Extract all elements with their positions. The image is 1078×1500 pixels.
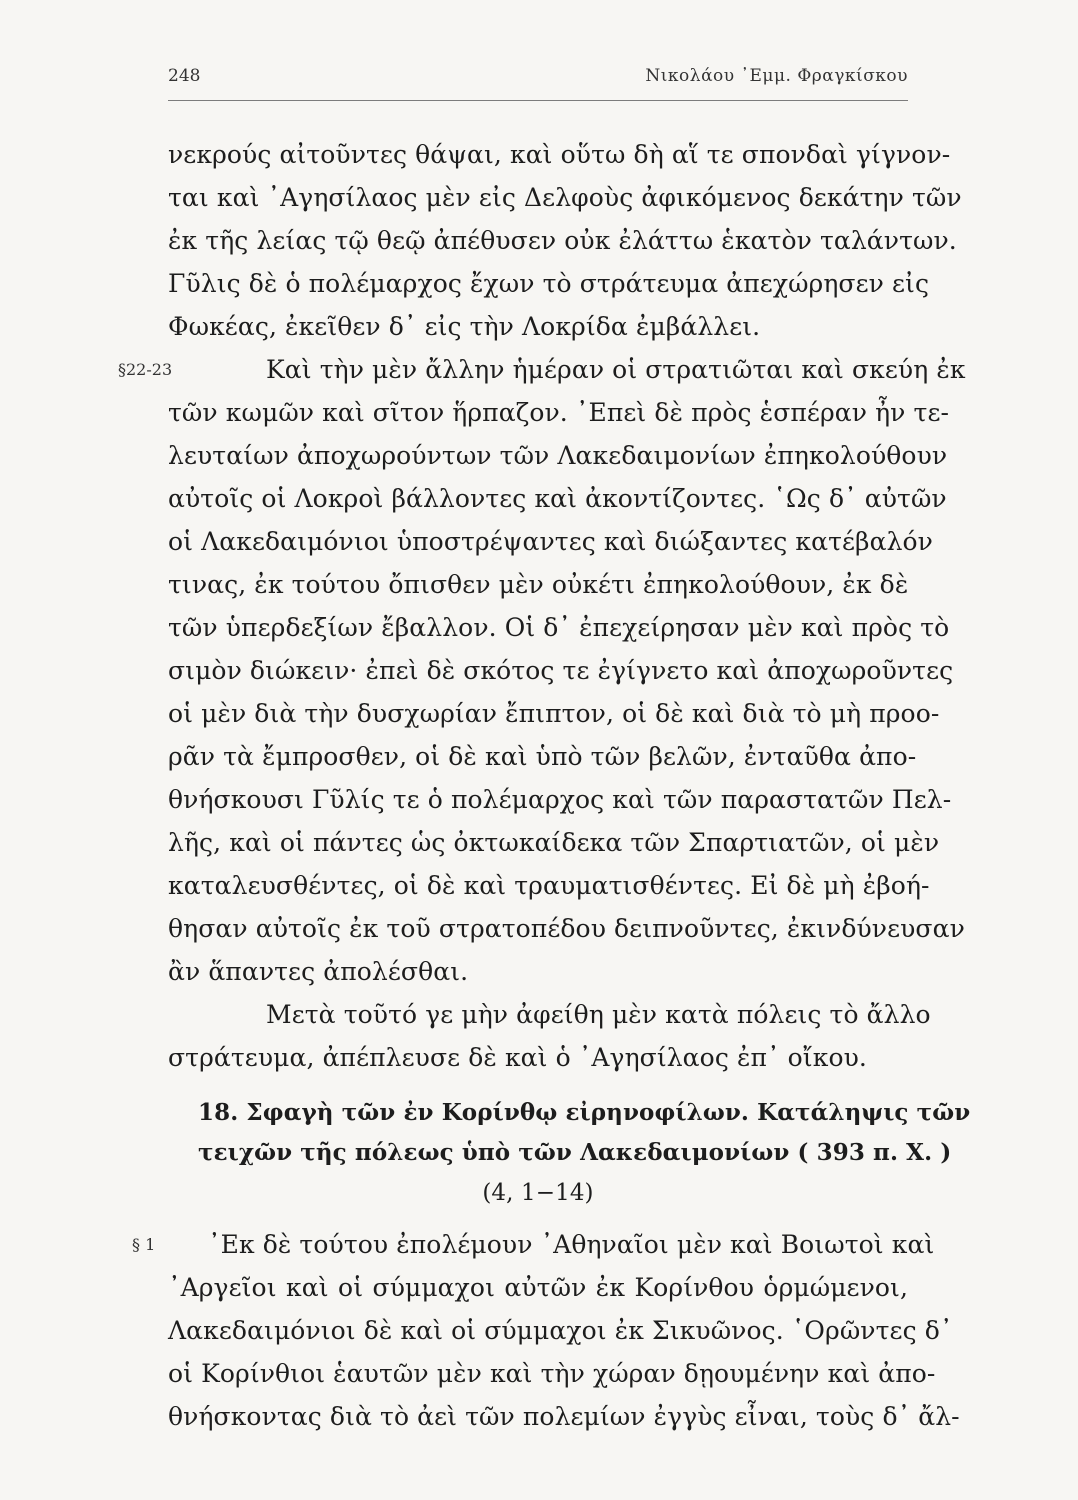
text-line: Λακεδαιμόνιοι δὲ καὶ οἱ σύμμαχοι ἐκ Σικυῶνος. ῾Ορῶντες δ᾿ — [168, 1316, 953, 1345]
running-head: Νικολάου ᾿Εμμ. Φραγκίσκου — [645, 66, 908, 86]
margin-ref: § 1 — [132, 1235, 156, 1254]
margin-ref: §22-23 — [118, 360, 173, 379]
text-line: τῶν κωμῶν καὶ σῖτον ἥρπαζον. ᾿Επεὶ δὲ πρὸς ἑσπέραν ἦν τε- — [168, 398, 950, 427]
text-line: ἐκ τῆς λείας τῷ θεῷ ἀπέθυσεν οὐκ ἐλάττω ἑκατὸν ταλάντων. — [168, 226, 957, 255]
text-line: Καὶ τὴν μὲν ἄλλην ἡμέραν οἱ στρατιῶται καὶ σκεύη ἐκ — [266, 355, 966, 384]
text-line: οἱ Κορίνθιοι ἑαυτῶν μὲν καὶ τὴν χώραν δῃουμένην καὶ ἀπο- — [168, 1359, 936, 1388]
text-line: νεκρούς αἰτοῦντες θάψαι, καὶ οὕτω δὴ αἵ τε σπονδαὶ γίγνον- — [168, 140, 951, 169]
text-line: Μετὰ τοῦτό γε μὴν ἀφείθη μὲν κατὰ πόλεις τὸ ἄλλο — [266, 1000, 931, 1029]
section-heading: 18. Σφαγὴ τῶν ἐν Κορίνθῳ εἰρηνοφίλων. Κατάληψις τῶν — [198, 1099, 971, 1126]
text-line: οἱ μὲν διὰ τὴν δυσχωρίαν ἔπιπτον, οἱ δὲ καὶ διὰ τὸ μὴ προο- — [168, 699, 940, 728]
text-line: ται καὶ ᾿Αγησίλαος μὲν εἰς Δελφοὺς ἀφικόμενος δεκάτην τῶν — [168, 183, 962, 212]
text-line: ἂν ἅπαντες ἀπολέσθαι. — [168, 957, 469, 986]
text-line: Φωκέας, ἐκεῖθεν δ᾿ εἰς τὴν Λοκρίδα ἐμβάλλει. — [168, 312, 761, 341]
text-line: καταλευσθέντες, οἱ δὲ καὶ τραυματισθέντες. Εἰ δὲ μὴ ἐβοή- — [168, 871, 930, 900]
header-rule — [168, 100, 908, 101]
page-number: 248 — [168, 66, 201, 86]
text-line: θησαν αὐτοῖς ἐκ τοῦ στρατοπέδου δειπνοῦντες, ἐκινδύνευσαν — [168, 914, 965, 943]
text-line: αὐτοῖς οἱ Λοκροὶ βάλλοντες καὶ ἀκοντίζοντες. ῾Ως δ᾿ αὐτῶν — [168, 484, 947, 513]
section-reference: (4, 1−14) — [482, 1180, 594, 1206]
text-line: ρᾶν τὰ ἔμπροσθεν, οἱ δὲ καὶ ὑπὸ τῶν βελῶν, ἐνταῦθα ἀπο- — [168, 742, 917, 771]
text-line: οἱ Λακεδαιμόνιοι ὑποστρέψαντες καὶ διώξαντες κατέβαλόν — [168, 527, 933, 556]
text-line: ᾿Αργεῖοι καὶ οἱ σύμμαχοι αὐτῶν ἐκ Κορίνθου ὁρμώμενοι, — [168, 1273, 908, 1302]
text-line: λῆς, καὶ οἱ πάντες ὡς ὀκτωκαίδεκα τῶν Σπαρτιατῶν, οἱ μὲν — [168, 828, 940, 857]
text-line: στράτευμα, ἀπέπλευσε δὲ καὶ ὁ ᾿Αγησίλαος ἐπ᾿ οἴκου. — [168, 1043, 867, 1072]
text-line: θνήσκουσι Γῦλίς τε ὁ πολέμαρχος καὶ τῶν παραστατῶν Πελ- — [168, 785, 952, 814]
text-line: τινας, ἐκ τούτου ὄπισθεν μὲν οὐκέτι ἐπηκολούθουν, ἐκ δὲ — [168, 570, 909, 599]
text-line: Γῦλις δὲ ὁ πολέμαρχος ἔχων τὸ στράτευμα ἀπεχώρησεν εἰς — [168, 269, 930, 298]
text-line: ᾿Εκ δὲ τούτου ἐπολέμουν ᾿Αθηναῖοι μὲν καὶ Βοιωτοὶ καὶ — [208, 1230, 935, 1259]
text-line: θνήσκοντας διὰ τὸ ἀεὶ τῶν πολεμίων ἐγγὺς εἶναι, τοὺς δ᾿ ἄλ- — [168, 1402, 960, 1431]
text-line: τῶν ὑπερδεξίων ἔβαλλον. Οἱ δ᾿ ἐπεχείρησαν μὲν καὶ πρὸς τὸ — [168, 613, 950, 642]
text-line: σιμὸν διώκειν· ἐπεὶ δὲ σκότος τε ἐγίγνετο καὶ ἀποχωροῦντες — [168, 656, 954, 685]
section-heading: τειχῶν τῆς πόλεως ὑπὸ τῶν Λακεδαιμονίων ( 393 π. Χ. ) — [198, 1139, 952, 1166]
text-line: λευταίων ἀποχωρούντων τῶν Λακεδαιμονίων ἐπηκολούθουν — [168, 441, 948, 470]
